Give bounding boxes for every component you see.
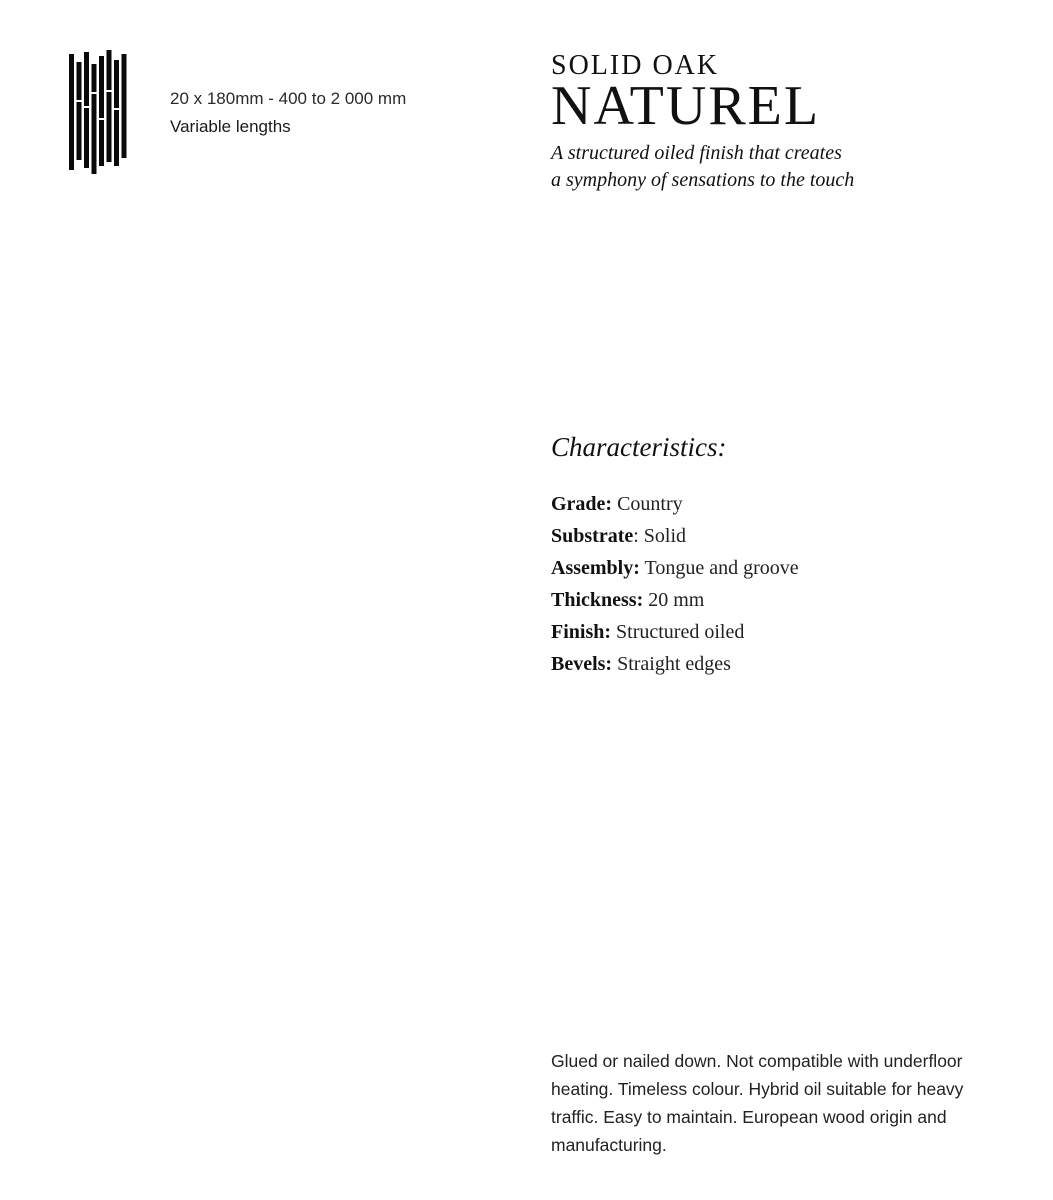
characteristic-label: Assembly: bbox=[551, 557, 640, 579]
characteristic-assembly bbox=[551, 552, 1031, 584]
characteristic-label: Bevels: bbox=[551, 653, 613, 675]
product-description: Glued or nailed down. Not compatible with underfloor heating. Timeless colour. Hybrid oil suitable for heavy traffic. Easy to maintain. European wood origin and manufacturing. bbox=[551, 1051, 964, 1155]
product-title: NATUREL bbox=[551, 75, 821, 137]
plank-dimensions: 20 x 180mm - 400 to 2 000 mm bbox=[170, 89, 407, 108]
characteristic-value: Country bbox=[612, 493, 683, 515]
characteristic-label: Substrate bbox=[551, 525, 634, 547]
characteristic-finish bbox=[551, 616, 1031, 648]
characteristic-substrate bbox=[551, 520, 1031, 552]
product-tagline bbox=[551, 140, 1031, 194]
characteristic-thickness bbox=[551, 584, 1031, 616]
characteristics-heading: Characteristics: bbox=[551, 432, 727, 462]
plank-layout-icon bbox=[68, 50, 128, 174]
characteristic-value: Structured oiled bbox=[611, 621, 745, 643]
characteristic-label: Grade: bbox=[551, 493, 613, 515]
characteristic-label: Finish: bbox=[551, 621, 612, 643]
product-header bbox=[551, 50, 1031, 194]
characteristic-value: 20 mm bbox=[643, 589, 705, 611]
tagline-line-2: a symphony of sensations to the touch bbox=[551, 169, 855, 191]
characteristic-value: Tongue and groove bbox=[639, 557, 799, 579]
characteristic-value: : Solid bbox=[633, 525, 687, 547]
characteristic-bevels bbox=[551, 648, 1031, 680]
plank-length-note: Variable lengths bbox=[170, 117, 291, 136]
product-subtitle: SOLID OAK bbox=[551, 50, 720, 81]
characteristic-value: Straight edges bbox=[612, 653, 731, 675]
dimensions-block bbox=[170, 85, 406, 141]
characteristics-section bbox=[551, 430, 1031, 680]
characteristic-label: Thickness: bbox=[551, 589, 644, 611]
characteristic-grade bbox=[551, 488, 1031, 520]
tagline-line-1: A structured oiled finish that creates bbox=[551, 142, 842, 164]
